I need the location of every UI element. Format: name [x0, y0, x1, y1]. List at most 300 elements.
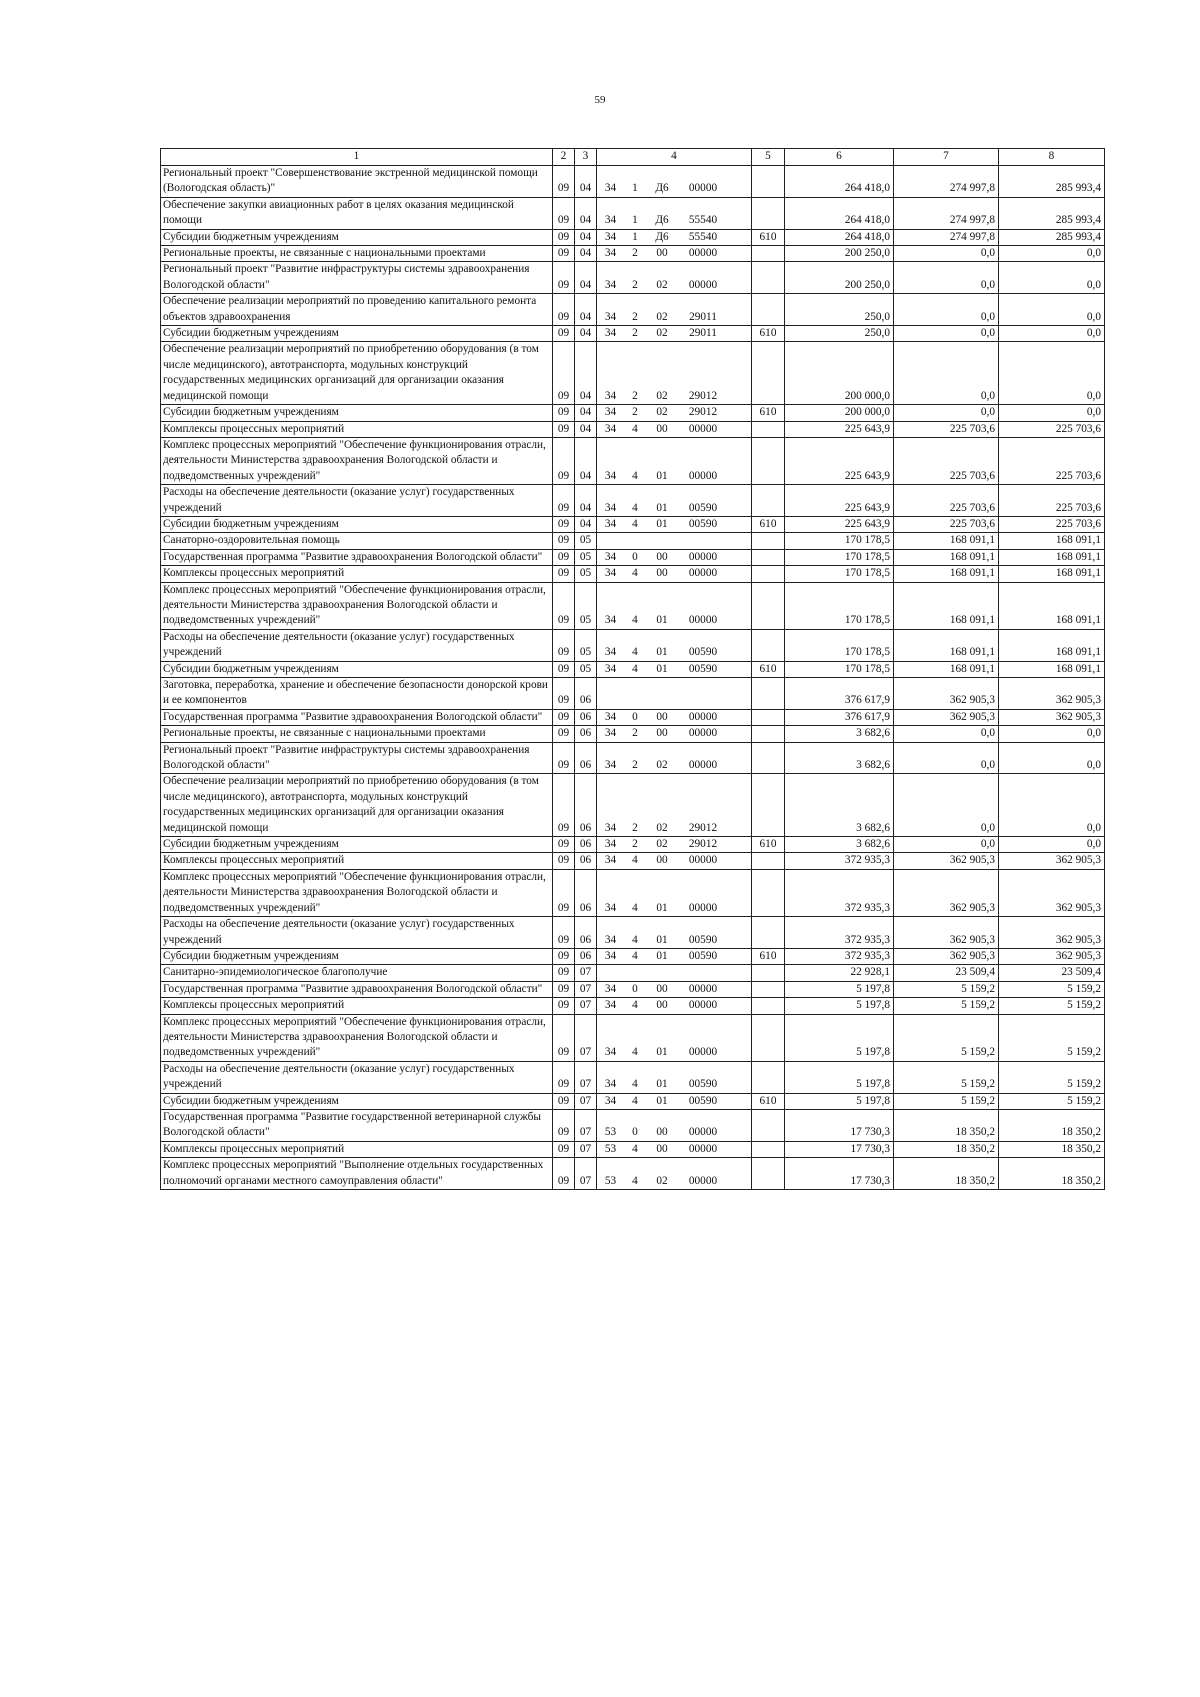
subprogram-code: 2: [632, 247, 638, 260]
target-article-code: [597, 1014, 752, 1061]
section-code: 09: [553, 166, 575, 198]
row-name: Расходы на обеспечение деятельности (оказание услуг) государственных учреждений: [161, 629, 553, 661]
amount-year-3: 362 905,3: [999, 948, 1105, 964]
expense-type-code: [752, 1141, 785, 1157]
expense-code: 00590: [688, 662, 718, 675]
amount-year-3: 225 703,6: [999, 485, 1105, 517]
amount-year-2: 362 905,3: [894, 678, 999, 710]
row-name: Комплекс процессных мероприятий "Обеспечение функционирования отрасли, деятельности Министерства здравоохранения Вологодской области и подведомственных учреждений": [161, 869, 553, 916]
direction-code: 00: [656, 247, 668, 260]
amount-year-1: 17 730,3: [785, 1141, 894, 1157]
amount-year-2: 362 905,3: [894, 869, 999, 916]
amount-year-1: 264 418,0: [785, 197, 894, 229]
direction-code: 01: [656, 614, 668, 627]
amount-year-1: 372 935,3: [785, 948, 894, 964]
amount-year-2: 18 350,2: [894, 1158, 999, 1190]
section-code: 09: [553, 837, 575, 853]
subsection-code: 07: [575, 981, 597, 997]
program-code: 34: [604, 1094, 617, 1107]
program-code: 34: [604, 614, 617, 627]
subprogram-code: 0: [632, 1126, 638, 1139]
program-code: 34: [604, 247, 617, 260]
subprogram-code: 2: [632, 327, 638, 340]
direction-code: 00: [656, 854, 668, 867]
subprogram-code: 1: [632, 182, 638, 195]
table-row: [161, 437, 1105, 484]
amount-year-2: 168 091,1: [894, 533, 999, 549]
target-article-code: [597, 726, 752, 742]
section-code: 09: [553, 485, 575, 517]
table-row: [161, 533, 1105, 549]
subprogram-code: 2: [632, 389, 638, 402]
table-row: [161, 1093, 1105, 1109]
amount-year-1: 170 178,5: [785, 661, 894, 677]
target-article-code: [597, 837, 752, 853]
column-header: 3: [575, 149, 597, 166]
amount-year-2: 0,0: [894, 342, 999, 405]
table-row: [161, 549, 1105, 565]
section-code: 09: [553, 981, 575, 997]
subsection-code: 07: [575, 1141, 597, 1157]
table-row: [161, 661, 1105, 677]
expense-code: 00000: [688, 1046, 718, 1059]
target-article-code: [597, 1141, 752, 1157]
subsection-code: 04: [575, 246, 597, 262]
subsection-code: 07: [575, 1158, 597, 1190]
amount-year-2: 274 997,8: [894, 166, 999, 198]
expense-code: 00000: [688, 999, 718, 1012]
amount-year-2: 362 905,3: [894, 948, 999, 964]
table-row: [161, 1158, 1105, 1190]
expense-code: 00590: [688, 646, 718, 659]
amount-year-2: 362 905,3: [894, 917, 999, 949]
expense-type-code: 610: [752, 948, 785, 964]
subprogram-code: 4: [632, 901, 638, 914]
row-name: Региональные проекты, не связанные с национальными проектами: [161, 246, 553, 262]
target-article-code: [597, 774, 752, 837]
direction-code: 00: [656, 1142, 668, 1155]
target-article-code: [597, 197, 752, 229]
section-code: 09: [553, 1093, 575, 1109]
expense-code: 00590: [688, 949, 718, 962]
expense-code: 29012: [688, 821, 718, 834]
amount-year-3: 0,0: [999, 246, 1105, 262]
expense-type-code: [752, 166, 785, 198]
amount-year-3: 285 993,4: [999, 229, 1105, 245]
direction-code: 02: [656, 821, 668, 834]
target-article-code: [597, 342, 752, 405]
row-name: Комплекс процессных мероприятий "Обеспечение функционирования отрасли, деятельности Министерства здравоохранения Вологодской области и подведомственных учреждений": [161, 437, 553, 484]
amount-year-3: 23 509,4: [999, 965, 1105, 981]
row-name: Комплекс процессных мероприятий "Обеспечение функционирования отрасли, деятельности Министерства здравоохранения Вологодской области и подведомственных учреждений": [161, 582, 553, 629]
expense-type-code: [752, 1014, 785, 1061]
target-article-code: [597, 1061, 752, 1093]
subsection-code: 06: [575, 853, 597, 869]
expense-type-code: [752, 549, 785, 565]
column-header: 5: [752, 149, 785, 166]
subprogram-code: 2: [632, 310, 638, 323]
direction-code: 01: [656, 646, 668, 659]
target-article-code: [597, 533, 752, 549]
subsection-code: 05: [575, 533, 597, 549]
amount-year-3: 168 091,1: [999, 566, 1105, 582]
subprogram-code: 4: [632, 662, 638, 675]
subsection-code: 05: [575, 566, 597, 582]
expense-code: 29011: [689, 327, 717, 340]
subprogram-code: 0: [632, 982, 638, 995]
amount-year-1: 22 928,1: [785, 965, 894, 981]
expense-type-code: [752, 869, 785, 916]
subsection-code: 07: [575, 965, 597, 981]
amount-year-3: 0,0: [999, 726, 1105, 742]
section-code: 09: [553, 678, 575, 710]
amount-year-2: 18 350,2: [894, 1141, 999, 1157]
target-article-code: [597, 516, 752, 532]
expense-code: 29012: [688, 389, 718, 402]
section-code: 09: [553, 709, 575, 725]
direction-code: 00: [656, 727, 668, 740]
amount-year-3: 0,0: [999, 262, 1105, 294]
expense-type-code: 610: [752, 405, 785, 421]
subprogram-code: 4: [632, 949, 638, 962]
row-name: Субсидии бюджетным учреждениям: [161, 229, 553, 245]
expense-code: 29012: [688, 406, 718, 419]
subsection-code: 06: [575, 837, 597, 853]
direction-code: Д6: [655, 214, 669, 227]
expense-type-code: [752, 629, 785, 661]
program-code: 34: [604, 949, 617, 962]
amount-year-2: 23 509,4: [894, 965, 999, 981]
amount-year-1: 376 617,9: [785, 709, 894, 725]
target-article-code: [597, 661, 752, 677]
expense-type-code: [752, 1061, 785, 1093]
row-name: Расходы на обеспечение деятельности (оказание услуг) государственных учреждений: [161, 1061, 553, 1093]
amount-year-2: 225 703,6: [894, 516, 999, 532]
table-row: [161, 229, 1105, 245]
expense-code: 00000: [688, 710, 718, 723]
expense-type-code: [752, 998, 785, 1014]
amount-year-1: 250,0: [785, 326, 894, 342]
subprogram-code: 2: [632, 821, 638, 834]
direction-code: 01: [656, 1046, 668, 1059]
section-code: 09: [553, 262, 575, 294]
subsection-code: 04: [575, 197, 597, 229]
expense-type-code: 610: [752, 229, 785, 245]
subsection-code: 04: [575, 229, 597, 245]
expense-code: 00000: [688, 1174, 718, 1187]
target-article-code: [597, 549, 752, 565]
row-name: Комплексы процессных мероприятий: [161, 566, 553, 582]
amount-year-3: 0,0: [999, 342, 1105, 405]
amount-year-1: 5 197,8: [785, 1061, 894, 1093]
section-code: 09: [553, 294, 575, 326]
direction-code: Д6: [655, 182, 669, 195]
subsection-code: 07: [575, 1109, 597, 1141]
table-row: [161, 998, 1105, 1014]
row-name: Субсидии бюджетным учреждениям: [161, 837, 553, 853]
amount-year-1: 17 730,3: [785, 1109, 894, 1141]
amount-year-3: 362 905,3: [999, 869, 1105, 916]
subsection-code: 06: [575, 774, 597, 837]
section-code: 09: [553, 742, 575, 774]
target-article-code: [597, 709, 752, 725]
amount-year-1: 170 178,5: [785, 566, 894, 582]
program-code: 34: [604, 710, 617, 723]
program-code: 34: [604, 517, 617, 530]
subprogram-code: 4: [632, 1094, 638, 1107]
amount-year-2: 0,0: [894, 726, 999, 742]
program-code: 34: [604, 727, 617, 740]
amount-year-1: 5 197,8: [785, 1093, 894, 1109]
amount-year-2: 0,0: [894, 405, 999, 421]
amount-year-3: 0,0: [999, 326, 1105, 342]
target-article-code: [597, 166, 752, 198]
expense-type-code: [752, 566, 785, 582]
amount-year-2: 168 091,1: [894, 629, 999, 661]
amount-year-3: 225 703,6: [999, 516, 1105, 532]
subsection-code: 04: [575, 516, 597, 532]
subprogram-code: 4: [632, 614, 638, 627]
direction-code: 02: [656, 406, 668, 419]
column-header: 6: [785, 149, 894, 166]
section-code: 09: [553, 405, 575, 421]
subprogram-code: 1: [632, 214, 638, 227]
direction-code: 01: [656, 933, 668, 946]
amount-year-1: 264 418,0: [785, 229, 894, 245]
table-row: [161, 582, 1105, 629]
expense-type-code: [752, 917, 785, 949]
amount-year-1: 200 250,0: [785, 246, 894, 262]
page-number: 59: [594, 94, 606, 106]
target-article-code: [597, 405, 752, 421]
subprogram-code: 4: [632, 517, 638, 530]
target-article-code: [597, 853, 752, 869]
expense-code: 00000: [688, 614, 718, 627]
target-article-code: [597, 566, 752, 582]
program-code: 34: [604, 310, 617, 323]
target-article-code: [597, 582, 752, 629]
amount-year-2: 0,0: [894, 837, 999, 853]
table-row: [161, 678, 1105, 710]
amount-year-2: 168 091,1: [894, 582, 999, 629]
amount-year-3: 225 703,6: [999, 437, 1105, 484]
expense-type-code: [752, 437, 785, 484]
direction-code: 01: [656, 949, 668, 962]
expense-type-code: [752, 262, 785, 294]
table-row: [161, 1109, 1105, 1141]
section-code: 09: [553, 516, 575, 532]
section-code: 09: [553, 549, 575, 565]
section-code: 09: [553, 661, 575, 677]
direction-code: 00: [656, 710, 668, 723]
amount-year-1: 225 643,9: [785, 421, 894, 437]
expense-code: 00000: [688, 247, 718, 260]
program-code: 34: [604, 1046, 617, 1059]
program-code: 34: [604, 933, 617, 946]
column-header: 8: [999, 149, 1105, 166]
amount-year-3: 362 905,3: [999, 917, 1105, 949]
amount-year-2: 362 905,3: [894, 853, 999, 869]
direction-code: 01: [656, 501, 668, 514]
expense-type-code: [752, 342, 785, 405]
amount-year-3: 18 350,2: [999, 1158, 1105, 1190]
amount-year-3: 168 091,1: [999, 533, 1105, 549]
row-name: Обеспечение реализации мероприятий по приобретению оборудования (в том числе медицинского), автотранспорта, модульных конструкций государственных медицинских организаций для организации оказания медицинской помощи: [161, 342, 553, 405]
target-article-code: [597, 294, 752, 326]
expense-type-code: [752, 294, 785, 326]
amount-year-1: 200 000,0: [785, 405, 894, 421]
amount-year-1: 5 197,8: [785, 998, 894, 1014]
subsection-code: 06: [575, 678, 597, 710]
amount-year-3: 5 159,2: [999, 981, 1105, 997]
subprogram-code: 0: [632, 550, 638, 563]
section-code: 09: [553, 948, 575, 964]
expense-type-code: 610: [752, 326, 785, 342]
section-code: 09: [553, 998, 575, 1014]
expense-type-code: [752, 1109, 785, 1141]
subprogram-code: 4: [632, 1142, 638, 1155]
subsection-code: 06: [575, 742, 597, 774]
amount-year-3: 285 993,4: [999, 166, 1105, 198]
target-article-code: [597, 1109, 752, 1141]
target-article-code: [597, 917, 752, 949]
subprogram-code: 4: [632, 422, 638, 435]
expense-code: 00000: [688, 182, 718, 195]
row-name: Субсидии бюджетным учреждениям: [161, 405, 553, 421]
direction-code: Д6: [655, 230, 669, 243]
amount-year-2: 225 703,6: [894, 437, 999, 484]
subprogram-code: 4: [632, 567, 638, 580]
expense-code: 00590: [688, 933, 718, 946]
target-article-code: [597, 326, 752, 342]
amount-year-1: 3 682,6: [785, 726, 894, 742]
table-row: [161, 197, 1105, 229]
row-name: Обеспечение реализации мероприятий по проведению капитального ремонта объектов здравоохранения: [161, 294, 553, 326]
direction-code: 00: [656, 1126, 668, 1139]
section-code: 09: [553, 1141, 575, 1157]
amount-year-2: 0,0: [894, 326, 999, 342]
target-article-code: [597, 629, 752, 661]
row-name: Субсидии бюджетным учреждениям: [161, 1093, 553, 1109]
table-row: [161, 774, 1105, 837]
table-row: [161, 246, 1105, 262]
amount-year-1: 170 178,5: [785, 533, 894, 549]
expense-type-code: [752, 421, 785, 437]
program-code: 34: [604, 1078, 617, 1091]
target-article-code: [597, 229, 752, 245]
program-code: 53: [604, 1142, 617, 1155]
target-article-code: [597, 485, 752, 517]
table-row: [161, 948, 1105, 964]
row-name: Санаторно-оздоровительная помощь: [161, 533, 553, 549]
program-code: 34: [604, 389, 617, 402]
section-code: 09: [553, 437, 575, 484]
amount-year-1: 372 935,3: [785, 853, 894, 869]
table-row: [161, 629, 1105, 661]
subsection-code: 05: [575, 549, 597, 565]
table-row: [161, 837, 1105, 853]
program-code: 34: [604, 854, 617, 867]
budget-table: [160, 148, 1105, 1190]
subsection-code: 05: [575, 582, 597, 629]
expense-type-code: [752, 533, 785, 549]
table-row: [161, 742, 1105, 774]
subsection-code: 05: [575, 661, 597, 677]
amount-year-1: 170 178,5: [785, 582, 894, 629]
amount-year-2: 274 997,8: [894, 229, 999, 245]
expense-code: 00000: [688, 422, 718, 435]
row-name: Расходы на обеспечение деятельности (оказание услуг) государственных учреждений: [161, 917, 553, 949]
direction-code: 02: [656, 389, 668, 402]
subprogram-code: 2: [632, 727, 638, 740]
subsection-code: 07: [575, 998, 597, 1014]
header-row: [161, 149, 1105, 166]
expense-type-code: [752, 246, 785, 262]
subsection-code: 05: [575, 629, 597, 661]
amount-year-2: 0,0: [894, 774, 999, 837]
expense-type-code: [752, 197, 785, 229]
section-code: 09: [553, 1109, 575, 1141]
direction-code: 01: [656, 517, 668, 530]
table-row: [161, 516, 1105, 532]
program-code: 34: [604, 469, 617, 482]
subsection-code: 07: [575, 1093, 597, 1109]
table-row: [161, 917, 1105, 949]
expense-type-code: [752, 678, 785, 710]
amount-year-3: 0,0: [999, 837, 1105, 853]
amount-year-1: 376 617,9: [785, 678, 894, 710]
target-article-code: [597, 869, 752, 916]
table-row: [161, 485, 1105, 517]
target-article-code: [597, 246, 752, 262]
row-name: Субсидии бюджетным учреждениям: [161, 326, 553, 342]
direction-code: 01: [656, 1094, 668, 1107]
subsection-code: 04: [575, 294, 597, 326]
subsection-code: 04: [575, 326, 597, 342]
expense-type-code: 610: [752, 837, 785, 853]
amount-year-3: 362 905,3: [999, 678, 1105, 710]
column-header: 7: [894, 149, 999, 166]
subprogram-code: 2: [632, 278, 638, 291]
amount-year-3: 168 091,1: [999, 582, 1105, 629]
expense-code: 00000: [688, 759, 718, 772]
row-name: Государственная программа "Развитие здравоохранения Вологодской области": [161, 981, 553, 997]
direction-code: 02: [656, 278, 668, 291]
program-code: 34: [604, 567, 617, 580]
amount-year-1: 5 197,8: [785, 981, 894, 997]
amount-year-1: 225 643,9: [785, 516, 894, 532]
expense-code: 00000: [688, 567, 718, 580]
table-row: [161, 326, 1105, 342]
direction-code: 02: [656, 838, 668, 851]
program-code: 34: [604, 662, 617, 675]
row-name: Комплексы процессных мероприятий: [161, 853, 553, 869]
program-code: 34: [604, 278, 617, 291]
expense-code: 00590: [688, 517, 718, 530]
amount-year-1: 170 178,5: [785, 549, 894, 565]
table-row: [161, 1061, 1105, 1093]
amount-year-3: 5 159,2: [999, 998, 1105, 1014]
direction-code: 00: [656, 999, 668, 1012]
program-code: 34: [604, 230, 617, 243]
table-row: [161, 342, 1105, 405]
amount-year-1: 170 178,5: [785, 629, 894, 661]
direction-code: 02: [656, 1174, 668, 1187]
section-code: 09: [553, 582, 575, 629]
subprogram-code: 2: [632, 406, 638, 419]
subprogram-code: 4: [632, 1078, 638, 1091]
target-article-code: [597, 678, 752, 710]
